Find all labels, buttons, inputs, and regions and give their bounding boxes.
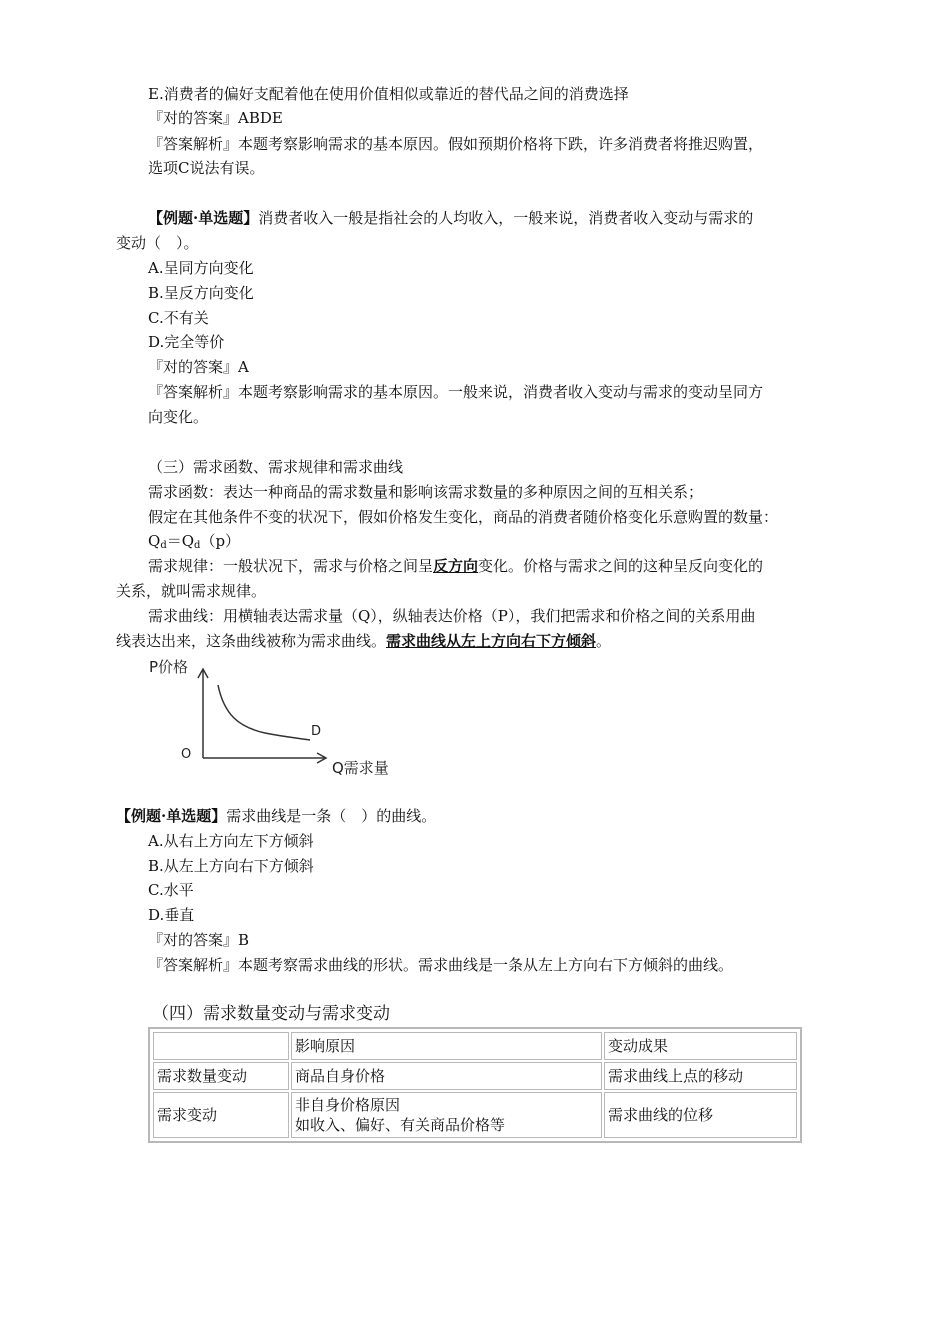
table-cell: 需求变动 [153,1092,289,1138]
curve-label-d: D [311,724,322,739]
curve-text-c: 。 [596,632,612,650]
q2-stem-line2: 变动（ ）。 [116,234,199,252]
origin-label: O [181,747,192,762]
assumption-text: 假定在其他条件不变的状况下，假如价格发生变化，商品的消费者随价格变化乐意购置的数量： [148,508,779,526]
table-cell: 需求曲线上点的移动 [604,1062,797,1090]
section3-title: （三）需求函数、需求规律和需求曲线 [148,458,404,476]
demand-law-line2: 关系，就叫需求规律。 [116,582,267,600]
q3-stem [116,806,436,826]
demand-law-line1 [148,556,763,576]
demand-function-def: 需求函数：表达一种商品的需求数量和影响该需求数量的多种原因之间的互相关系； [148,483,704,501]
table-header-cell: 影响原因 [291,1032,602,1060]
answer-q1: 『对的答案』ABDE [148,109,283,127]
table-cell: 商品自身价格 [291,1062,602,1090]
table-row [153,1062,797,1090]
q3-stem-text: 需求曲线是一条（ ）的曲线。 [226,807,437,825]
table-header-cell: 变动成果 [604,1032,797,1060]
law-text-a: 需求规律：一般状况下，需求与价格之间呈 [148,557,434,575]
option-e: E.消费者的偏好支配着他在使用价值相似或靠近的替代品之间的消费选择 [148,85,629,103]
table-cell: 需求数量变动 [153,1062,289,1090]
q2-option-a: A.呈同方向变化 [148,259,254,277]
table-header-cell [153,1032,289,1060]
q3-option-b: B.从左上方向右下方倾斜 [148,857,314,875]
cell-line: 非自身价格原因 [295,1096,401,1114]
demand-curve-chart [140,652,410,782]
q3-option-d: D.垂直 [148,906,195,924]
formula-eq: ＝Q [166,532,195,550]
formula-sub-d: d [160,540,167,551]
analysis-q3: 『答案解析』本题考察需求曲线的形状。需求曲线是一条从左上方向右下方倾斜的曲线。 [148,956,734,974]
curve-emphasis: 需求曲线从左上方向右下方倾斜 [386,632,597,650]
demand-curve-line1: 需求曲线：用横轴表达需求量（Q），纵轴表达价格（P），我们把需求和价格之间的关系用曲 [148,607,756,625]
q3-option-a: A.从右上方向左下方倾斜 [148,832,314,850]
table-cell [291,1092,602,1138]
demand-curve-line2 [116,631,611,651]
table-cell: 需求曲线的位移 [604,1092,797,1138]
formula-sub-d2: d [194,540,201,551]
demand-curve-line [218,685,310,740]
section4-title: （四）需求数量变动与需求变动 [152,1004,390,1024]
q2-tag: 【例题·单选题】 [148,209,259,227]
q2-stem-text: 消费者收入一般是指社会的人均收入，一般来说，消费者收入变动与需求的 [258,209,754,227]
law-emphasis: 反方向 [433,557,479,575]
x-axis-label: Q需求量 [332,759,389,777]
table-header-row [153,1032,797,1060]
formula-p: （p） [200,532,241,550]
analysis-q2-line2: 向变化。 [148,408,209,426]
q2-option-c: C.不有关 [148,309,209,327]
analysis-q2-line1: 『答案解析』本题考察影响需求的基本原因。一般来说，消费者收入变动与需求的变动呈同方 [148,383,764,401]
q3-tag: 【例题·单选题】 [116,807,227,825]
curve-text-a: 线表达出来，这条曲线被称为需求曲线。 [116,632,387,650]
demand-change-table [148,1027,802,1143]
analysis-q1-line2: 选项C说法有误。 [148,159,265,177]
answer-q3: 『对的答案』B [148,931,250,949]
q2-option-d: D.完全等价 [148,333,225,351]
analysis-q1-line1: 『答案解析』本题考察影响需求的基本原因。假如预期价格将下跌，许多消费者将推迟购置， [148,135,764,153]
law-text-c: 变化。价格与需求之间的这种呈反向变化的 [478,557,764,575]
q2-option-b: B.呈反方向变化 [148,284,254,302]
q3-option-c: C.水平 [148,881,194,899]
y-axis-label: P价格 [149,658,189,676]
q2-stem-line1 [148,208,753,228]
cell-line: 如收入、偏好、有关商品价格等 [295,1116,506,1134]
table-row [153,1092,797,1138]
formula-q: Q [148,532,161,550]
answer-q2: 『对的答案』A [148,358,249,376]
demand-formula [148,531,240,556]
